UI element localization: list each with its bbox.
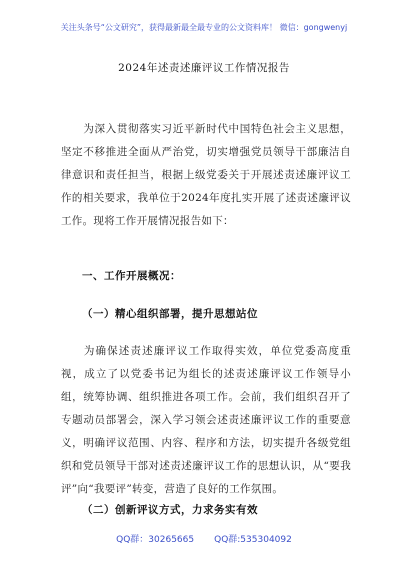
document-title: 2024年述责述廉评议工作情况报告 [118, 62, 290, 74]
section-heading-1: 一、工作开展概况： [82, 270, 181, 282]
intro-paragraph [61, 118, 351, 233]
footer-qq-group-2: QQ群:535304092 [214, 535, 292, 545]
subsection-1-paragraph [61, 340, 351, 501]
footer-qq-group-1: QQ群：30265665 [116, 535, 195, 545]
promo-header: 关注头条号“公文研究”，获得最新最全最专业的公文资料库！ 微信：gongwenyj [60, 23, 348, 32]
subsection-heading-1: （一）精心组织部署，提升思想站位 [82, 308, 258, 320]
subsection-heading-2: （二）创新评议方式，力求务实有效 [82, 504, 258, 516]
intro-paragraph-text: 为深入贯彻落实习近平新时代中国特色社会主义思想，坚定不移推进全面从严治党，切实增强党员领导干部廉洁自律意识和责任担当，根据上级党委关于开展述责述廉评议工作的相关要求，我单位于2024年度扎实开展了述责述廉评议工作。现将工作开展情况报告如下： [61, 123, 351, 227]
footer-contact [0, 532, 408, 545]
subsection-1-paragraph-text: 为确保述责述廉评议工作取得实效，单位党委高度重视，成立了以党委书记为组长的述责述廉评议工作领导小组，统筹协调、组织推进各项工作。会前，我们组织召开了专题动员部署会，深入学习领会述责述廉评议工作的重要意义，明确评议范围、内容、程序和方法，切实提升各级党组织和党员领导干部对述责述廉评议工作的思想认识，从“要我评”向“我要评”转变，营造了良好的工作氛围。 [61, 345, 351, 495]
